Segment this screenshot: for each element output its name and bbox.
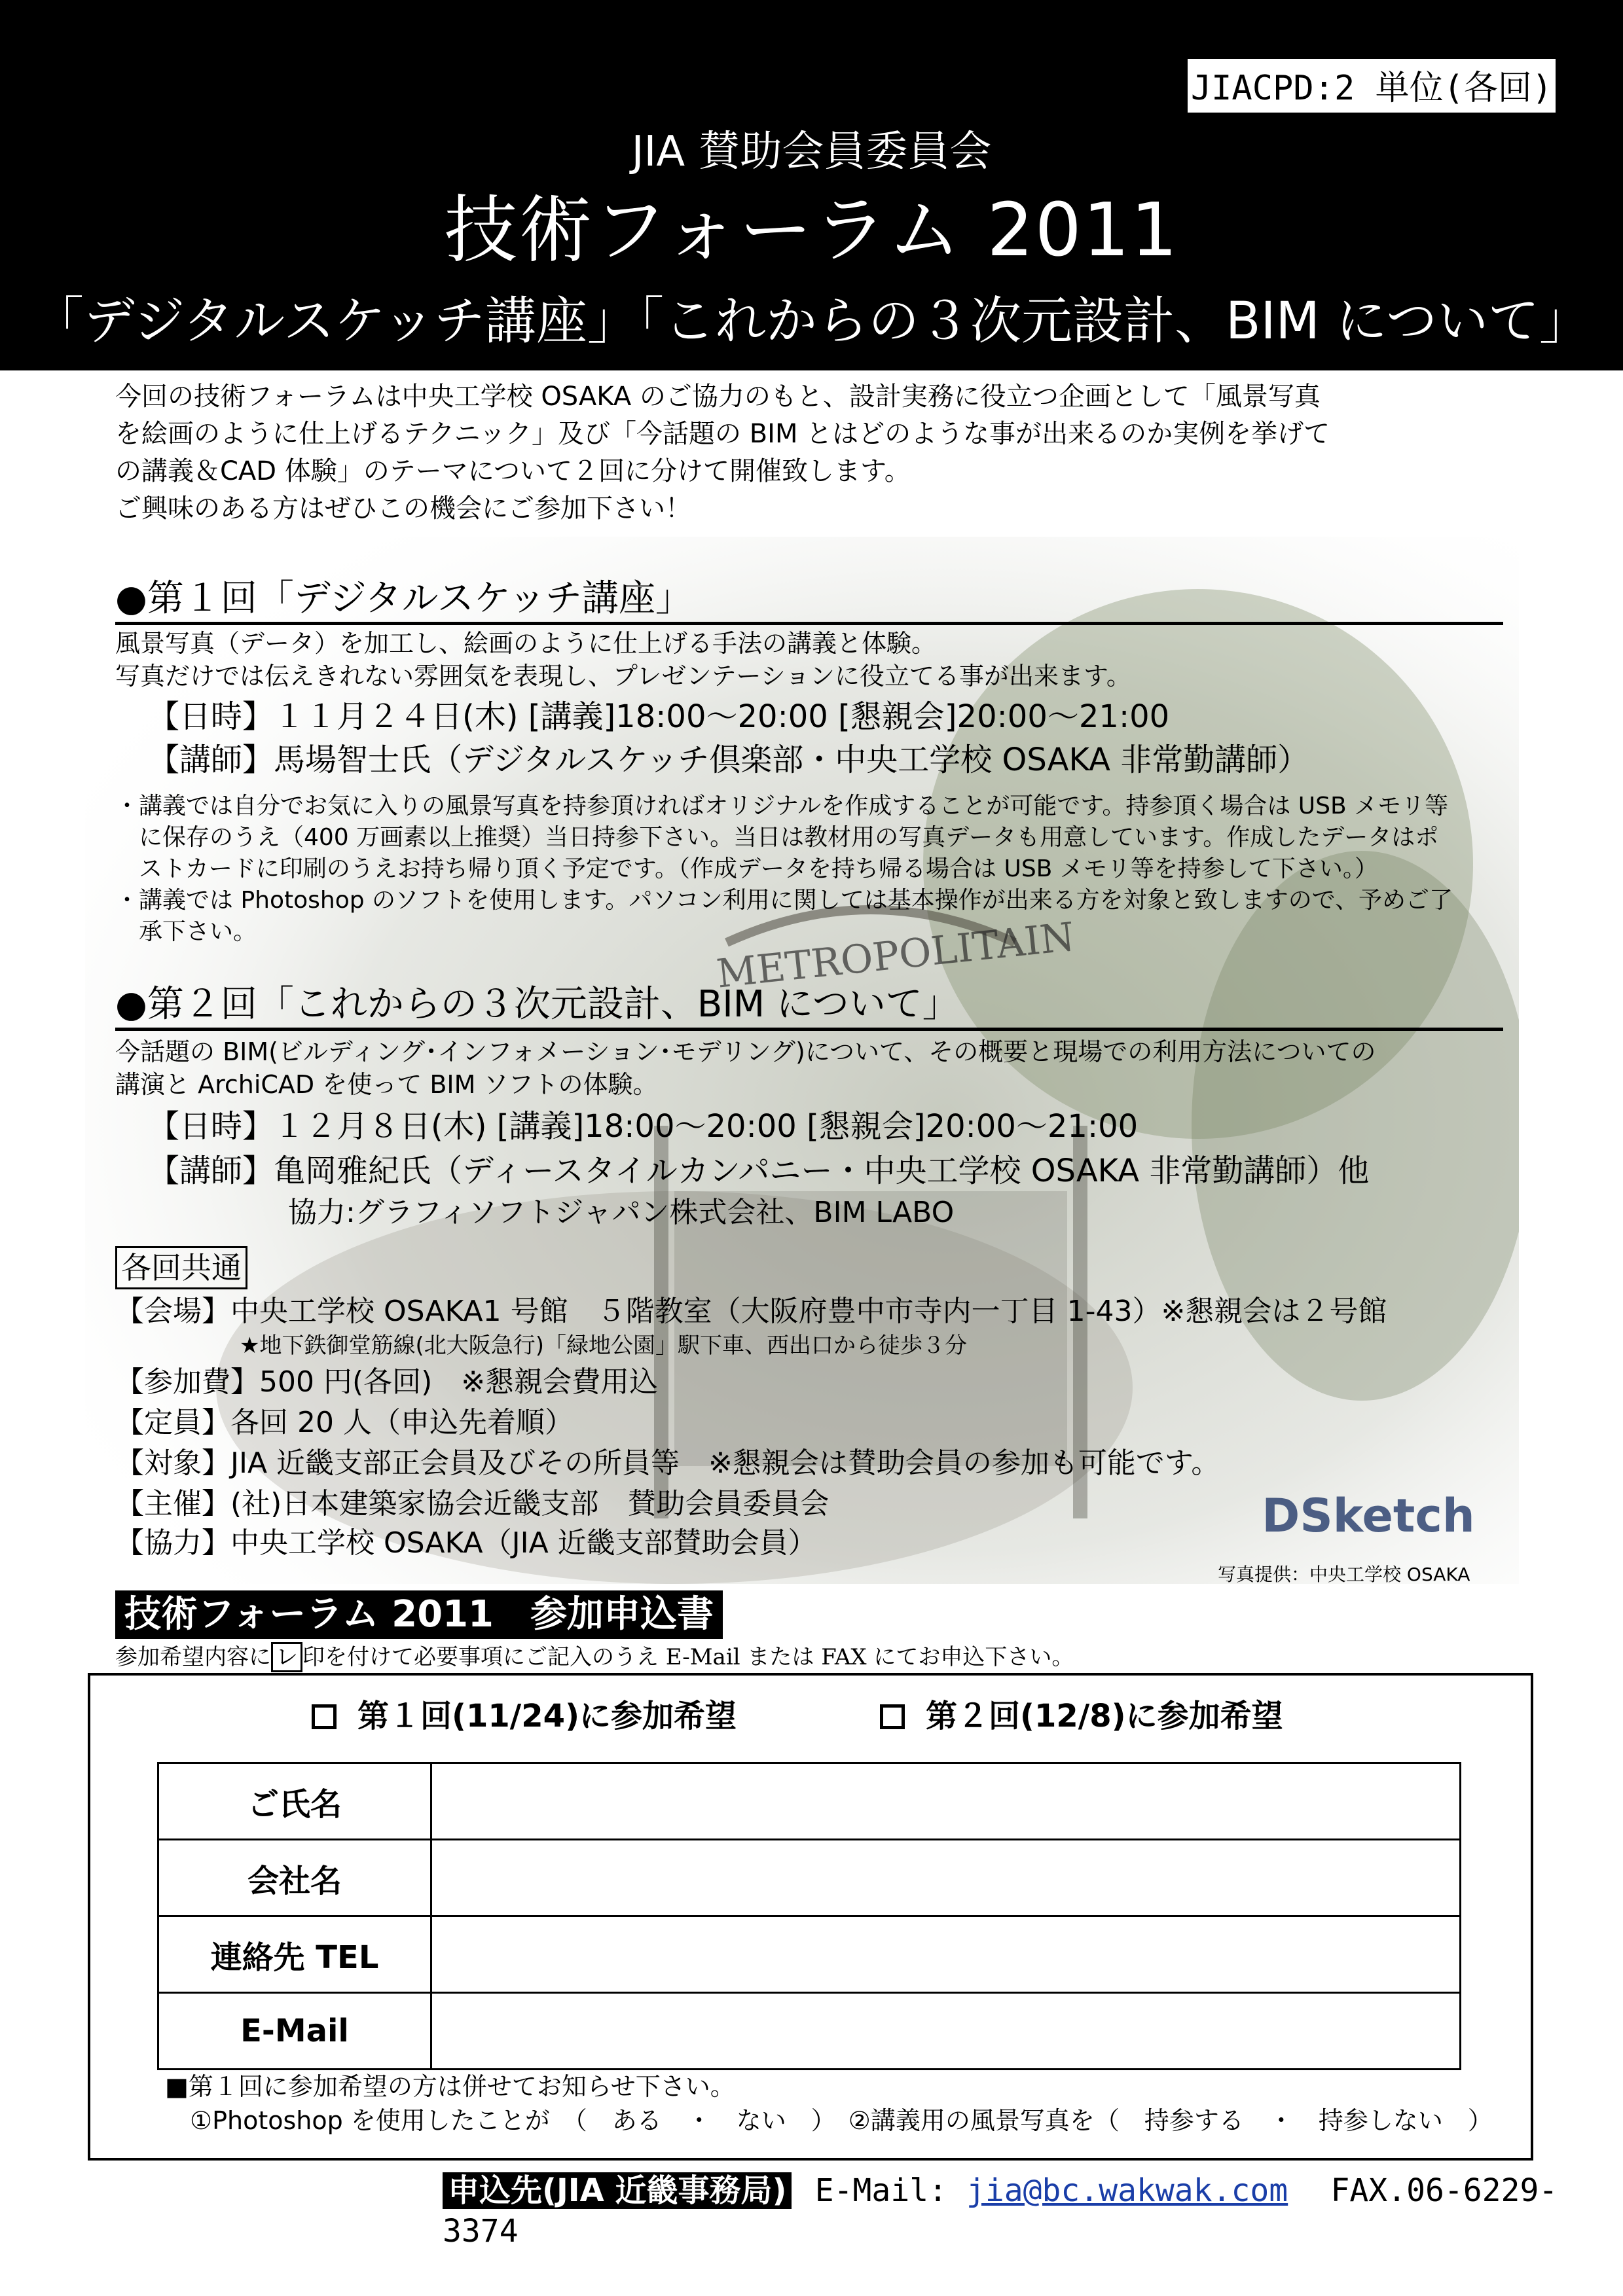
table-row: [158, 1840, 1461, 1916]
session1-desc: 写真だけでは伝えきれない雰囲気を表現し、プレゼンテーションに役立てる事が出来ます。: [115, 662, 1131, 691]
common-venue: 【会場】中央工学校 OSAKA1 号館 ５階教室（大阪府豊中市寺内一丁目 1-43）※懇親会は２号館: [115, 1295, 1387, 1328]
form-instruction-pre: 参加希望内容に: [115, 1644, 271, 1670]
session1-note: 承下さい。: [115, 918, 257, 945]
contact-label: 申込先(JIA 近畿事務局): [443, 2172, 792, 2209]
session1-desc: 風景写真（データ）を加工し、絵画のように仕上げる手法の講義と体験。: [115, 629, 937, 658]
option-session2[interactable]: [880, 1696, 1283, 1736]
common-support: 【協力】中央工学校 OSAKA（JIA 近畿支部賛助会員）: [115, 1526, 817, 1560]
checkmark-sample: レ: [271, 1642, 302, 1672]
tel-field[interactable]: [431, 1916, 1461, 1993]
session1-datetime: 【日時】１１月２４日(木) [講義]18:00～20:00 [懇親会]20:00～21:00: [148, 698, 1170, 735]
form-title: 技術フォーラム 2011 参加申込書: [115, 1590, 723, 1639]
intro-line: の講義＆CAD 体験」のテーマについて２回に分けて開催致します。: [115, 456, 911, 486]
intro-line: を絵画のように仕上げるテクニック」及び「今話題の BIM とはどのような事が出来るのか実例を挙げて: [115, 419, 1330, 449]
session2-desc: 今話題の BIM(ビルディング･インフォメーション･モデリング)について、その概要と現場での利用方法についての: [115, 1037, 1376, 1066]
contact-email-link[interactable]: jia@bc.wakwak.com: [966, 2172, 1288, 2209]
session1-note: に保存のうえ（400 万画素以上推奨）当日持参下さい。当日は教材用の写真データも用意しています。作成したデータはポ: [115, 824, 1439, 851]
form-instruction: [115, 1643, 1074, 1672]
option-session2-label: 第２回(12/8)に参加希望: [926, 1698, 1283, 1734]
option-session1-label: 第１回(11/24)に参加希望: [357, 1698, 737, 1734]
contact-fax: FAX.06-6229-3374: [443, 2172, 1558, 2250]
tel-label: 連絡先 TEL: [158, 1916, 431, 1993]
table-row: [158, 1916, 1461, 1993]
company-field[interactable]: [431, 1840, 1461, 1916]
page-subtitle: 「デジタルスケッチ講座」「これからの３次元設計、BIM について」: [32, 292, 1591, 351]
common-label: 各回共通: [115, 1246, 247, 1289]
page-title: 技術フォーラム 2011: [444, 188, 1179, 273]
session2-cooperation: 協力:グラフィソフトジャパン株式会社、BIM LABO: [288, 1196, 955, 1229]
dsketch-logo-text: DSketch: [1262, 1489, 1475, 1543]
session1-title: ●第１回「デジタルスケッチ講座」: [115, 576, 1503, 625]
metro-sign-text: METROPOLITAIN: [714, 914, 1077, 997]
name-field[interactable]: [431, 1763, 1461, 1840]
session1-lecturer: 【講師】馬場智士氏（デジタルスケッチ倶楽部・中央工学校 OSAKA 非常勤講師）: [148, 742, 1309, 778]
table-row: [158, 1993, 1461, 2070]
contact-info: [443, 2170, 1623, 2251]
company-label: 会社名: [158, 1840, 431, 1916]
session1-note: ストカードに印刷のうえお持ち帰り頂く予定です。（作成データを持ち帰る場合は USB メモリ等を持参して下さい。）: [115, 855, 1378, 882]
cpd-units-badge: JIACPD:2 単位(各回): [1185, 56, 1558, 115]
intro-line: ご興味のある方はぜひこの機会にご参加下さい！: [115, 493, 691, 524]
option-session1[interactable]: [312, 1696, 737, 1736]
session1-note: ・講義では Photoshop のソフトを使用します。パソコン利用に関しては基本操作が出来る方を対象と致しますので、予めご了: [115, 887, 1453, 914]
applicant-info-table: [157, 1762, 1461, 2070]
common-host: 【主催】(社)日本建築家協会近畿支部 賛助会員委員会: [115, 1487, 830, 1520]
session2-checkbox[interactable]: [880, 1704, 905, 1729]
session2-lecturer: 【講師】亀岡雅紀氏（ディースタイルカンパニー・中央工学校 OSAKA 非常勤講師）他: [148, 1153, 1370, 1189]
committee-name: JIA 賛助会員委員会: [631, 128, 992, 176]
common-target: 【対象】JIA 近畿支部正会員及びその所員等 ※懇親会は賛助会員の参加も可能です。: [115, 1446, 1220, 1480]
session2-title: ●第２回「これからの３次元設計、BIM について」: [115, 982, 1503, 1031]
email-prefix: E-Mail:: [814, 2172, 966, 2209]
session2-desc: 講演と ArchiCAD を使って BIM ソフトの体験。: [115, 1070, 658, 1099]
session1-checkbox[interactable]: [312, 1704, 337, 1729]
table-row: [158, 1763, 1461, 1840]
form-note-1: ■第１回に参加希望の方は併せてお知らせ下さい。: [165, 2072, 735, 2101]
common-access: ★地下鉄御堂筋線(北大阪急行)「緑地公園」駅下車、西出口から徒歩３分: [240, 1333, 968, 1359]
session2-datetime: 【日時】１２月８日(木) [講義]18:00～20:00 [懇親会]20:00～21:00: [148, 1108, 1139, 1145]
intro-line: 今回の技術フォーラムは中央工学校 OSAKA のご協力のもと、設計実務に役立つ企画として「風景写真: [115, 382, 1321, 412]
form-instruction-post: 印を付けて必要事項にご記入のうえ E-Mail または FAX にてお申込下さい。: [302, 1644, 1074, 1670]
photo-credit: 写真提供：中央工学校 OSAKA: [1218, 1564, 1470, 1585]
name-label: ご氏名: [158, 1763, 431, 1840]
common-capacity: 【定員】各回 20 人（申込先着順）: [115, 1406, 574, 1439]
form-note-2: ①Photoshop を使用したことが （ ある ・ ない ） ②講義用の風景写真を（ 持参する ・ 持参しない ）: [190, 2106, 1493, 2135]
email-label: E-Mail: [158, 1993, 431, 2070]
session1-note: ・講義では自分でお気に入りの風景写真を持参頂ければオリジナルを作成することが可能です。持参頂く場合は USB メモリ等: [115, 793, 1449, 819]
email-field[interactable]: [431, 1993, 1461, 2070]
common-fee: 【参加費】500 円(各回) ※懇親会費用込: [115, 1365, 659, 1399]
